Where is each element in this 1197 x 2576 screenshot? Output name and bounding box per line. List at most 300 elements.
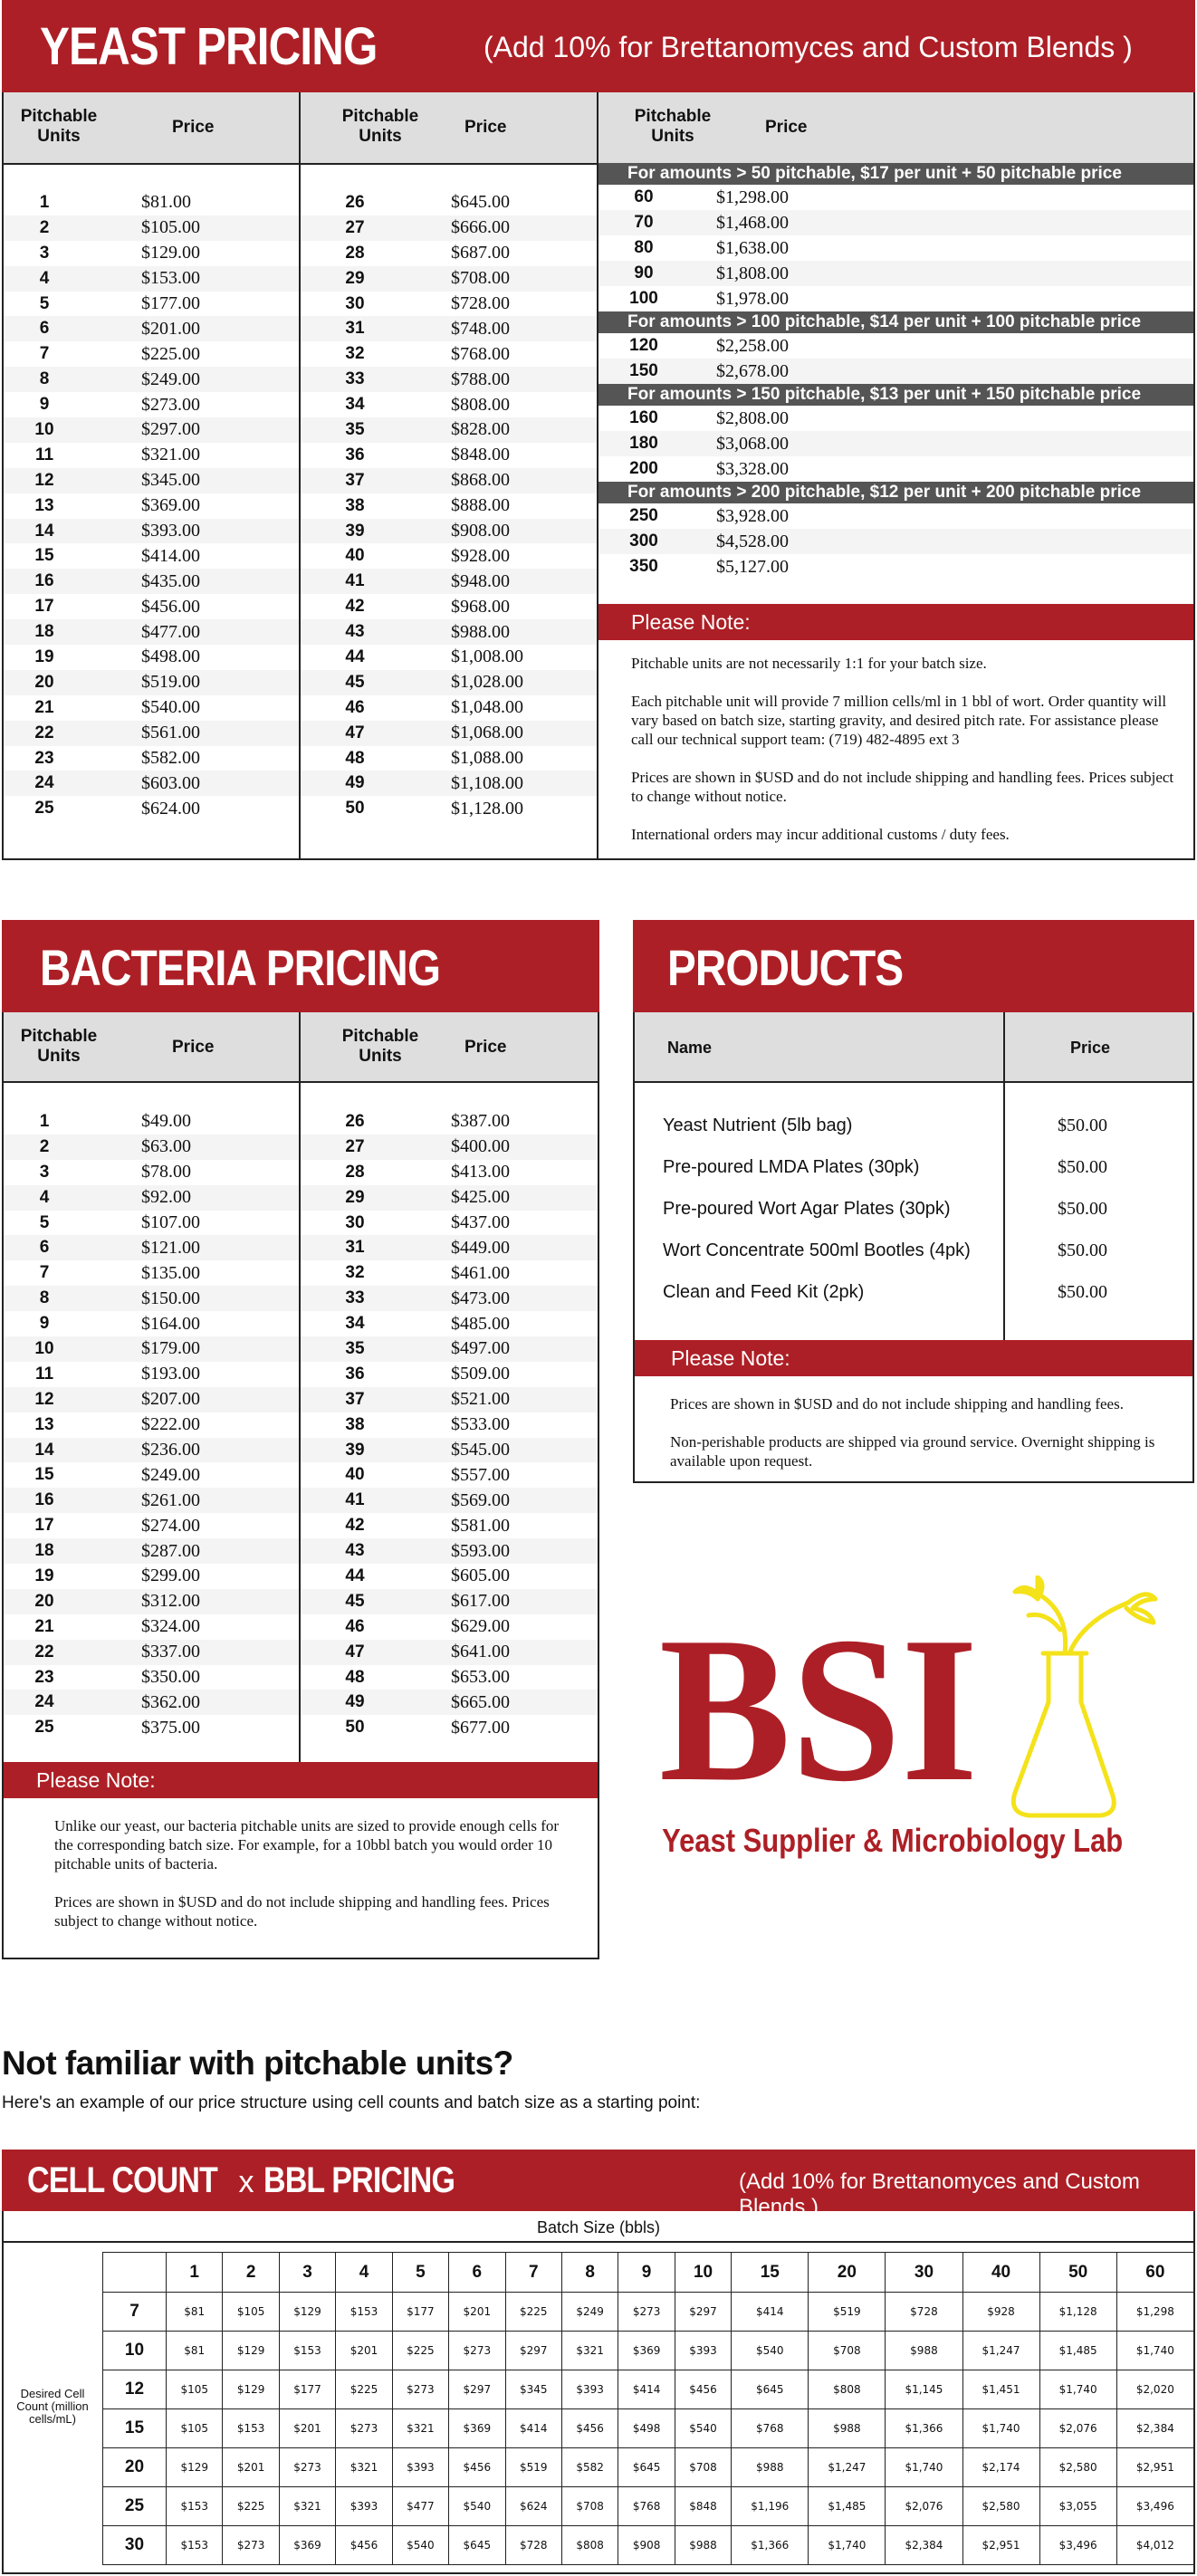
- price-cell: $2,076: [1039, 2409, 1116, 2448]
- table-row: [301, 1640, 598, 1665]
- unit-price: $708.00: [451, 268, 510, 289]
- table-row: [4, 1336, 299, 1362]
- pitchable-units: 47: [345, 1642, 365, 1661]
- pitchable-units: 25: [34, 1718, 54, 1738]
- pitchable-units: 11: [34, 445, 54, 464]
- price-cell: $708: [561, 2487, 618, 2526]
- price-cell: $456: [336, 2526, 392, 2565]
- price-cell: $2,174: [962, 2448, 1039, 2487]
- cell-count-value: 7: [103, 2293, 167, 2332]
- products-note-title: Please Note:: [635, 1340, 1192, 1376]
- product-name: Yeast Nutrient (5lb bag): [663, 1115, 853, 1135]
- pitchable-units: 90: [634, 263, 654, 282]
- pitchable-units: 16: [34, 571, 54, 591]
- pitchable-units: 41: [345, 571, 365, 591]
- product-row: [635, 1146, 1192, 1188]
- product-row: [635, 1105, 1192, 1146]
- price-cell: $273: [223, 2526, 279, 2565]
- pitchable-units: 33: [345, 369, 365, 389]
- table-row: [4, 1614, 299, 1640]
- price-cell: $297: [505, 2332, 561, 2370]
- price-cell: $273: [392, 2370, 448, 2409]
- price-cell: $105: [223, 2293, 279, 2332]
- unit-price: $3,068.00: [716, 433, 789, 454]
- product-name: Pre-poured LMDA Plates (30pk): [663, 1156, 920, 1177]
- price-cell: $768: [618, 2487, 675, 2526]
- unit-price: $1,068.00: [451, 723, 523, 743]
- table-row: [301, 1336, 598, 1362]
- pitchable-units: 23: [34, 748, 54, 768]
- price-cell: $2,580: [962, 2487, 1039, 2526]
- unit-price: $687.00: [451, 243, 510, 263]
- table-row: [4, 645, 299, 670]
- cellcount-title-a: CELL COUNT: [27, 2160, 217, 2200]
- price-cell: $1,145: [886, 2370, 962, 2409]
- pitchable-units: 250: [629, 506, 658, 525]
- yeast-subtitle: (Add 10% for Brettanomyces and Custom Blends ): [484, 31, 1133, 63]
- unit-price: $519.00: [141, 672, 200, 693]
- table-row: [4, 1665, 299, 1690]
- products-notes: [670, 1394, 1163, 1489]
- price-cell: $477: [392, 2487, 448, 2526]
- unit-price: $988.00: [451, 621, 510, 642]
- logo-tagline: Yeast Supplier & Microbiology Lab: [662, 1823, 1124, 1860]
- unit-price: $2,678.00: [716, 360, 789, 381]
- table-row: [4, 1690, 299, 1715]
- yeast-col-price-label: Price: [765, 118, 808, 137]
- note-paragraph: International orders may incur additional customs / duty fees.: [631, 826, 1010, 843]
- table-row: [4, 190, 299, 215]
- price-cell: $129: [223, 2332, 279, 2370]
- price-cell: $225: [392, 2332, 448, 2370]
- table-row: [598, 359, 1193, 384]
- table-row: [4, 1412, 299, 1438]
- table-row: [4, 1462, 299, 1488]
- unit-price: $297.00: [141, 419, 200, 440]
- table-row: [598, 333, 1193, 359]
- pitchable-units: 46: [345, 697, 365, 717]
- pitchable-units: 31: [345, 319, 365, 339]
- table-row: [4, 1438, 299, 1463]
- pitchable-units: 27: [345, 217, 365, 237]
- price-cell: $414: [618, 2370, 675, 2409]
- table-row: [4, 241, 299, 266]
- pitchable-units: 2: [39, 217, 50, 237]
- price-cell: $273: [618, 2293, 675, 2332]
- price-cell: $273: [279, 2448, 335, 2487]
- price-cell: $129: [167, 2448, 223, 2487]
- pitchable-units: 32: [345, 1263, 365, 1283]
- pitchable-units: 24: [34, 773, 54, 793]
- table-row: [301, 1438, 598, 1463]
- pitchable-units: 28: [345, 1162, 365, 1182]
- table-row: [598, 185, 1193, 210]
- table-row: [301, 1614, 598, 1640]
- unit-price: $808.00: [451, 394, 510, 415]
- pitchable-units: 100: [629, 289, 658, 308]
- unit-price: $375.00: [141, 1717, 200, 1738]
- table-row: [4, 1640, 299, 1665]
- batch-size-header: 20: [809, 2253, 886, 2293]
- price-cell: $129: [279, 2293, 335, 2332]
- table-row: [301, 392, 597, 417]
- price-cell: $225: [336, 2370, 392, 2409]
- table-row: [301, 1715, 598, 1740]
- table-row: [4, 1135, 299, 1160]
- pitchable-units: 29: [345, 1187, 365, 1207]
- table-row: [4, 1513, 299, 1538]
- table-row: [4, 695, 299, 721]
- bacteria-col-price-label: Price: [464, 1038, 507, 1057]
- price-cell: $2,076: [886, 2487, 962, 2526]
- pitchable-units: 20: [34, 672, 54, 692]
- unit-price: $413.00: [451, 1162, 510, 1183]
- price-cell: $2,951: [1116, 2448, 1193, 2487]
- unit-price: $593.00: [451, 1540, 510, 1561]
- volume-tier-band: For amounts > 150 pitchable, $13 per unit + 150 pitchable price: [598, 384, 1193, 406]
- price-cell: $153: [167, 2526, 223, 2565]
- bacteria-col-units-label: Pitchable Units: [341, 1027, 419, 1066]
- pitchable-units: 80: [634, 238, 654, 257]
- pitchable-units: 14: [34, 1440, 54, 1460]
- pitchable-units: 18: [34, 1541, 54, 1561]
- table-row: [4, 1286, 299, 1311]
- pitchable-units: 42: [345, 1516, 365, 1536]
- unit-price: $362.00: [141, 1691, 200, 1712]
- bacteria-header: [2, 920, 599, 1012]
- price-cell: $645: [618, 2448, 675, 2487]
- batch-size-header: 10: [675, 2253, 731, 2293]
- unit-price: $177.00: [141, 293, 200, 313]
- cellcount-header: [2, 2150, 1195, 2219]
- unit-price: $888.00: [451, 495, 510, 516]
- pitchable-units: 13: [34, 495, 54, 515]
- pitchable-units: 41: [345, 1490, 365, 1510]
- price-cell: $81: [167, 2293, 223, 2332]
- price-cell: $1,485: [809, 2487, 886, 2526]
- pitchable-units: 26: [345, 1111, 365, 1131]
- unit-price: $3,328.00: [716, 458, 789, 479]
- price-cell: $928: [962, 2293, 1039, 2332]
- unit-price: $236.00: [141, 1440, 200, 1460]
- table-row: [301, 1109, 598, 1135]
- price-cell: $645: [732, 2370, 809, 2409]
- price-cell: $105: [167, 2409, 223, 2448]
- unit-price: $153.00: [141, 268, 200, 289]
- bacteria-title: BACTERIA PRICING: [40, 939, 441, 996]
- unit-price: $207.00: [141, 1389, 200, 1410]
- price-cell: $540: [392, 2526, 448, 2565]
- table-row: [301, 519, 597, 544]
- price-cell: $1,366: [732, 2526, 809, 2565]
- price-cell: $273: [336, 2409, 392, 2448]
- unit-price: $908.00: [451, 521, 510, 541]
- unit-price: $641.00: [451, 1642, 510, 1662]
- product-price: $50.00: [1058, 1156, 1107, 1177]
- unit-price: $581.00: [451, 1515, 510, 1536]
- note-paragraph: Unlike our yeast, our bacteria pitchable units are sized to provide enough cells for the corresponding batch size. For example, for a 10bbl batch you would order 10 pitchable units of bacteria.: [54, 1817, 560, 1872]
- price-cell: $768: [732, 2409, 809, 2448]
- price-cell: $456: [675, 2370, 731, 2409]
- pitchable-units: 34: [345, 1314, 365, 1334]
- unit-price: $509.00: [451, 1364, 510, 1384]
- price-cell: $393: [336, 2487, 392, 2526]
- unit-price: $666.00: [451, 217, 510, 238]
- pitchable-units: 19: [34, 1566, 54, 1585]
- pitchable-units: 43: [345, 622, 365, 642]
- price-cell: $2,384: [886, 2526, 962, 2565]
- unit-price: $49.00: [141, 1111, 191, 1132]
- price-cell: $1,740: [1039, 2370, 1116, 2409]
- cell-count-value: 10: [103, 2332, 167, 2370]
- pitchable-units: 14: [34, 521, 54, 541]
- table-row: [4, 1715, 299, 1740]
- pitchable-units: 160: [629, 408, 658, 427]
- price-cell: $708: [809, 2332, 886, 2370]
- table-row: [301, 1690, 598, 1715]
- pitchable-units: 34: [345, 395, 365, 415]
- price-cell: $582: [561, 2448, 618, 2487]
- table-row: [301, 1589, 598, 1614]
- unit-price: $449.00: [451, 1237, 510, 1258]
- pitchable-units: 31: [345, 1238, 365, 1258]
- flask-flower-icon: [657, 1575, 1183, 1874]
- pitchable-units: 48: [345, 1667, 365, 1687]
- batch-size-header: 8: [561, 2253, 618, 2293]
- table-row: [301, 367, 597, 392]
- price-cell: $540: [732, 2332, 809, 2370]
- unit-price: $249.00: [141, 369, 200, 389]
- price-cell: $2,020: [1116, 2370, 1193, 2409]
- unit-price: $179.00: [141, 1338, 200, 1359]
- table-row: [103, 2487, 1194, 2526]
- unit-price: $477.00: [141, 621, 200, 642]
- unit-price: $273.00: [141, 394, 200, 415]
- table-row: [301, 1286, 598, 1311]
- unit-price: $461.00: [451, 1262, 510, 1283]
- price-cell: $177: [392, 2293, 448, 2332]
- table-row: [4, 1109, 299, 1135]
- table-row: [301, 417, 597, 443]
- table-row: [598, 210, 1193, 235]
- table-row: [4, 417, 299, 443]
- table-row: [301, 266, 597, 292]
- price-cell: $2,951: [962, 2526, 1039, 2565]
- unit-price: $1,128.00: [451, 798, 523, 819]
- unit-price: $545.00: [451, 1440, 510, 1460]
- table-row: [103, 2448, 1194, 2487]
- table-row: [598, 431, 1193, 456]
- price-cell: $1,451: [962, 2370, 1039, 2409]
- unit-price: $828.00: [451, 419, 510, 440]
- pitchable-units: 36: [345, 1364, 365, 1384]
- volume-tier-band: For amounts > 200 pitchable, $12 per unit + 200 pitchable price: [598, 482, 1193, 503]
- batch-size-header: 6: [449, 2253, 505, 2293]
- cellcount-title-x: x: [238, 2165, 254, 2199]
- product-row: [635, 1188, 1192, 1230]
- price-cell: $105: [167, 2370, 223, 2409]
- price-cell: $321: [279, 2487, 335, 2526]
- pitchable-units: 32: [345, 344, 365, 364]
- table-row: [4, 341, 299, 367]
- price-cell: $153: [167, 2487, 223, 2526]
- pitchable-units: 3: [39, 243, 50, 263]
- unit-price: $78.00: [141, 1162, 191, 1183]
- unit-price: $868.00: [451, 470, 510, 491]
- products-list: [635, 1105, 1192, 1313]
- pitchable-units: 50: [345, 799, 365, 819]
- unit-price: $1,088.00: [451, 748, 523, 769]
- pitchable-units: 8: [39, 1288, 50, 1308]
- pitchable-units: 10: [34, 419, 54, 439]
- table-row: [4, 493, 299, 519]
- pitchable-units: 180: [629, 434, 658, 453]
- table-row: [103, 2370, 1194, 2409]
- yeast-table-col1: [4, 190, 299, 821]
- table-row: [4, 1538, 299, 1564]
- pitchable-units: 35: [345, 1338, 365, 1358]
- table-row: [301, 1412, 598, 1438]
- pitchable-units: 7: [39, 1263, 50, 1283]
- bsi-logo: [657, 1575, 1183, 1874]
- unit-price: $533.00: [451, 1414, 510, 1435]
- unit-price: $1,468.00: [716, 212, 789, 233]
- table-row: [301, 468, 597, 493]
- price-cell: $153: [279, 2332, 335, 2370]
- unit-price: $312.00: [141, 1591, 200, 1612]
- pitchable-units: 22: [34, 1642, 54, 1661]
- price-cell: $519: [809, 2293, 886, 2332]
- price-cell: $153: [336, 2293, 392, 2332]
- product-row: [635, 1230, 1192, 1271]
- product-name: Clean and Feed Kit (2pk): [663, 1281, 865, 1302]
- unit-price: $107.00: [141, 1212, 200, 1232]
- price-cell: $808: [561, 2526, 618, 2565]
- batch-size-header: 1: [167, 2253, 223, 2293]
- pitchable-units: 20: [34, 1591, 54, 1611]
- volume-tier-band: For amounts > 50 pitchable, $17 per unit + 50 pitchable price: [598, 163, 1193, 185]
- unit-price: $400.00: [451, 1136, 510, 1157]
- unit-price: $105.00: [141, 217, 200, 238]
- table-row: [301, 292, 597, 317]
- unit-price: $968.00: [451, 596, 510, 617]
- products-col-name-label: Name: [667, 1039, 713, 1057]
- volume-tier-band: For amounts > 100 pitchable, $14 per unit + 100 pitchable price: [598, 311, 1193, 333]
- table-row: [301, 721, 597, 746]
- price-cell: $645: [449, 2526, 505, 2565]
- price-cell: $728: [886, 2293, 962, 2332]
- unit-price: $129.00: [141, 243, 200, 263]
- table-row: [301, 443, 597, 468]
- pitchable-units: 33: [345, 1288, 365, 1308]
- price-cell: $498: [618, 2409, 675, 2448]
- price-cell: $908: [618, 2526, 675, 2565]
- table-row: [301, 1135, 598, 1160]
- unit-price: $3,928.00: [716, 505, 789, 526]
- table-row: [301, 569, 597, 594]
- unit-price: $788.00: [451, 369, 510, 389]
- table-row: [598, 456, 1193, 482]
- unit-price: $665.00: [451, 1691, 510, 1712]
- price-cell: $177: [279, 2370, 335, 2409]
- price-cell: $201: [223, 2448, 279, 2487]
- note-paragraph: Prices are shown in $USD and do not include shipping and handling fees. Prices subject to change without notice.: [631, 769, 1174, 805]
- unit-price: $350.00: [141, 1667, 200, 1688]
- price-cell: $988: [809, 2409, 886, 2448]
- batch-size-header: 60: [1116, 2253, 1193, 2293]
- unit-price: $425.00: [451, 1187, 510, 1208]
- pitchable-units: 17: [34, 597, 54, 617]
- pitchable-units: 120: [629, 336, 658, 355]
- unit-price: $324.00: [141, 1616, 200, 1637]
- yeast-volume-groups: [598, 163, 1193, 579]
- product-price: $50.00: [1058, 1115, 1107, 1135]
- price-cell: $808: [809, 2370, 886, 2409]
- intro-text: Here's an example of our price structure using cell counts and batch size as a starting point:: [2, 2093, 701, 2112]
- pitchable-units: 6: [39, 1238, 50, 1258]
- pitchable-units: 15: [34, 1465, 54, 1485]
- unit-price: $603.00: [141, 772, 200, 793]
- unit-price: $135.00: [141, 1262, 200, 1283]
- unit-price: $261.00: [141, 1489, 200, 1510]
- unit-price: $569.00: [451, 1489, 510, 1510]
- table-row: [4, 392, 299, 417]
- pitchable-units: 38: [345, 1414, 365, 1434]
- batch-size-header: 15: [732, 2253, 809, 2293]
- price-cell: $3,496: [1039, 2526, 1116, 2565]
- table-row: [301, 241, 597, 266]
- cell-count-value: 15: [103, 2409, 167, 2448]
- table-row: [301, 796, 597, 821]
- pitchable-units: 48: [345, 748, 365, 768]
- unit-price: $582.00: [141, 748, 200, 769]
- pitchable-units: 50: [345, 1718, 365, 1738]
- table-row: [301, 215, 597, 241]
- table-row: [598, 261, 1193, 286]
- yeast-table-col2: [301, 190, 597, 821]
- table-row: [4, 771, 299, 796]
- product-price: $50.00: [1058, 1240, 1107, 1260]
- pitchable-units: 49: [345, 773, 365, 793]
- pitchable-units: 21: [34, 1616, 54, 1636]
- table-row: [301, 1538, 598, 1564]
- unit-price: $948.00: [451, 570, 510, 591]
- price-cell: $540: [449, 2487, 505, 2526]
- pitchable-units: 1: [39, 192, 50, 212]
- unit-price: $605.00: [451, 1566, 510, 1586]
- price-cell: $2,580: [1039, 2448, 1116, 2487]
- bacteria-note-title: Please Note:: [4, 1762, 598, 1798]
- pitchable-units: 39: [345, 521, 365, 541]
- price-cell: $369: [279, 2526, 335, 2565]
- logo-letters: BSI: [658, 1593, 979, 1825]
- table-row: [598, 503, 1193, 529]
- price-cell: $624: [505, 2487, 561, 2526]
- table-row: [301, 1462, 598, 1488]
- table-row: [4, 292, 299, 317]
- table-row: [4, 468, 299, 493]
- pitchable-units: 9: [39, 395, 50, 415]
- unit-price: $150.00: [141, 1288, 200, 1308]
- unit-price: $274.00: [141, 1515, 200, 1536]
- price-cell: $1,128: [1039, 2293, 1116, 2332]
- price-cell: $728: [505, 2526, 561, 2565]
- yeast-notes: [631, 654, 1174, 863]
- table-row: [301, 645, 597, 670]
- pitchable-units: 5: [39, 293, 50, 313]
- unit-price: $557.00: [451, 1464, 510, 1485]
- yeast-col-units-label: Pitchable Units: [20, 107, 98, 146]
